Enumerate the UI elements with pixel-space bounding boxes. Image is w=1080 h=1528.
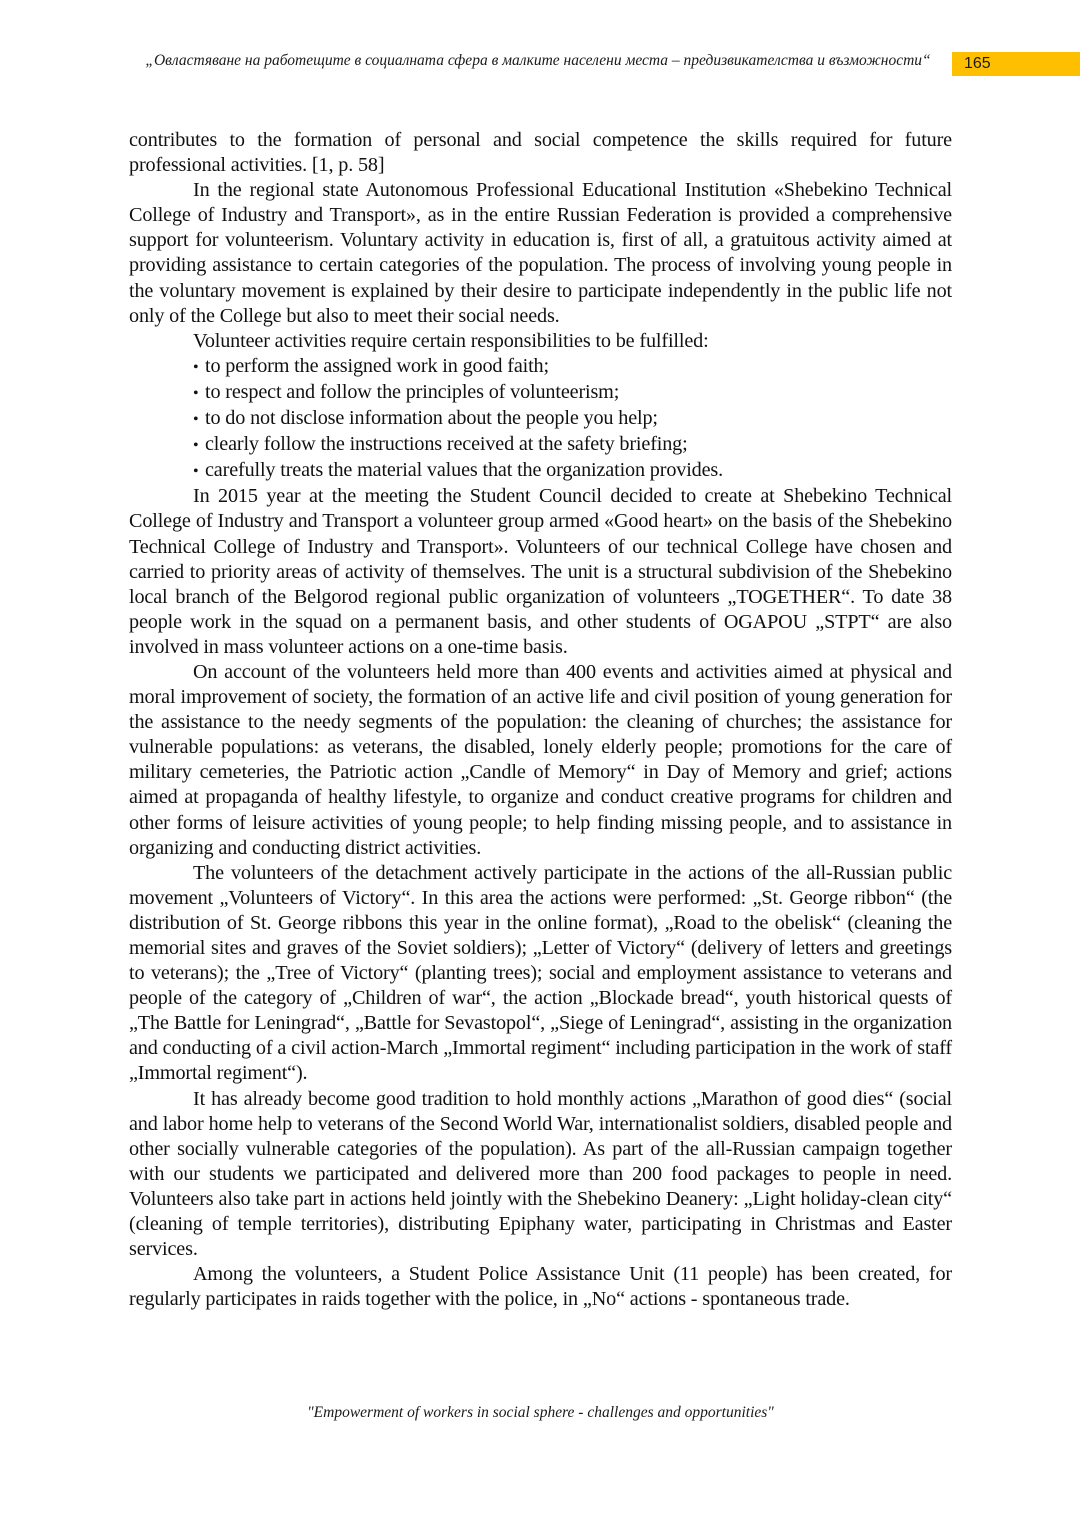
paragraph-responsibilities-intro: Volunteer activities require certain responsibilities to be fulfilled: [193,329,709,352]
list-item [193,432,952,458]
paragraph-police-unit: Among the volunteers, a Student Police Assistance Unit (11 people) has been created, for regularly participates in raids together with the police, in „No“ actions - spontaneous trade. [129,1263,952,1311]
body-text [129,128,952,1312]
responsibilities-list [129,354,952,484]
page-number-badge: 165 [952,52,1080,76]
bullet-icon: • [193,358,199,376]
running-header: „Овластяване на работещите в социалната сфера в малките населени места – предизвикателства и възможности“ [145,52,931,69]
list-item-text: to do not disclose information about the people you help; [205,407,658,430]
bullet-icon: • [193,411,199,429]
list-item-text: to respect and follow the principles of volunteerism; [205,380,620,403]
running-footer: "Empowerment of workers in social sphere - challenges and opportunities" [307,1404,774,1421]
paragraph-institution: In the regional state Autonomous Professional Educational Institution «Shebekino Technical College of Industry and Transport», as in the entire Russian Federation is provided a comprehensive support for volunteerism. Voluntary activity in education is, first of all, a gratuitous activity aimed at providing assistance to certain categories of the population. The process of involving young people in the voluntary movement is explained by their desire to participate independently in the public life not only of the College but also to meet their social needs. [129,179,952,327]
paragraph-good-heart-group: In 2015 year at the meeting the Student Council decided to create at Shebekino Technical College of Industry and Transport a volunteer group armed «Good heart» on the basis of the Shebekino Technical College of Industry and Transport». Volunteers of our technical College have chosen and carried to priority areas of activity of themselves. The unit is a structural subdivision of the Shebekino local branch of the Belgorod regional public organization of volunteers „TOGETHER“. To date 38 people work in the squad on a permanent basis, and other students of OGAPOU „STPT“ are also involved in mass volunteer actions on a one-time basis. [129,485,952,658]
paragraph-events: On account of the volunteers held more than 400 events and activities aimed at physical and moral improvement of society, the formation of an active life and civil position of young generation for the assistance to the needy segments of the population: the cleaning of churches; the assistance for vulnerable populations: as veterans, the disabled, lonely elderly people; promotions for the care of military cemeteries, the Patriotic action „Candle of Memory“ in Day of Memory and grief; actions aimed at propaganda of healthy lifestyle, to organize and conduct creative programs for children and other forms of leisure activities of young people; to help finding missing people, and to assistance in organizing and conducting district activities. [129,660,952,859]
bullet-icon: • [193,437,199,455]
list-item [193,406,952,432]
paragraph-volunteers-of-victory: The volunteers of the detachment actively participate in the actions of the all-Russian public movement „Volunteers of Victory“. In this area the actions were performed: „St. George ribbon“ (the distribution of St. George ribbons this year in the online format), „Road to the obelisk“ (cleaning the memorial sites and graves of the Soviet soldiers); „Letter of Victory“ (delivery of letters and greetings to veterans); the „Tree of Victory“ (planting trees); social and employment assistance to veterans and people of the category of „Children of war“, the action „Blockade bread“, youth historical quests of „The Battle for Leningrad“, „Battle for Sevastopol“, „Siege of Leningrad“, assisting in the organization and conducting of a civil action-March „Immortal regiment“ including participation in the work of staff „Immortal regiment“). [129,861,952,1085]
paragraph-continuation: contributes to the formation of personal and social competence the skills required for future professional activities. [1, p. 58] [129,129,952,177]
list-item [193,380,952,406]
list-item-text: clearly follow the instructions received at the safety briefing; [205,433,688,456]
list-item [193,458,952,484]
list-item [193,354,952,380]
list-item-text: to perform the assigned work in good faith; [205,354,549,377]
bullet-icon: • [193,384,199,402]
list-item-text: carefully treats the material values that the organization provides. [205,459,724,482]
paragraph-marathon: It has already become good tradition to hold monthly actions „Marathon of good dies“ (social and labor home help to veterans of the Second World War, internationalist soldiers, disabled people and other socially vulnerable categories of the population). As part of the all-Russian campaign together with our students we participated and delivered more than 200 food packages to people in need. Volunteers also take part in actions held jointly with the Shebekino Deanery: „Light holiday-clean city“ (cleaning of temple territories), distributing Epiphany water, participating in Christmas and Easter services. [129,1087,952,1261]
bullet-icon: • [193,463,199,481]
